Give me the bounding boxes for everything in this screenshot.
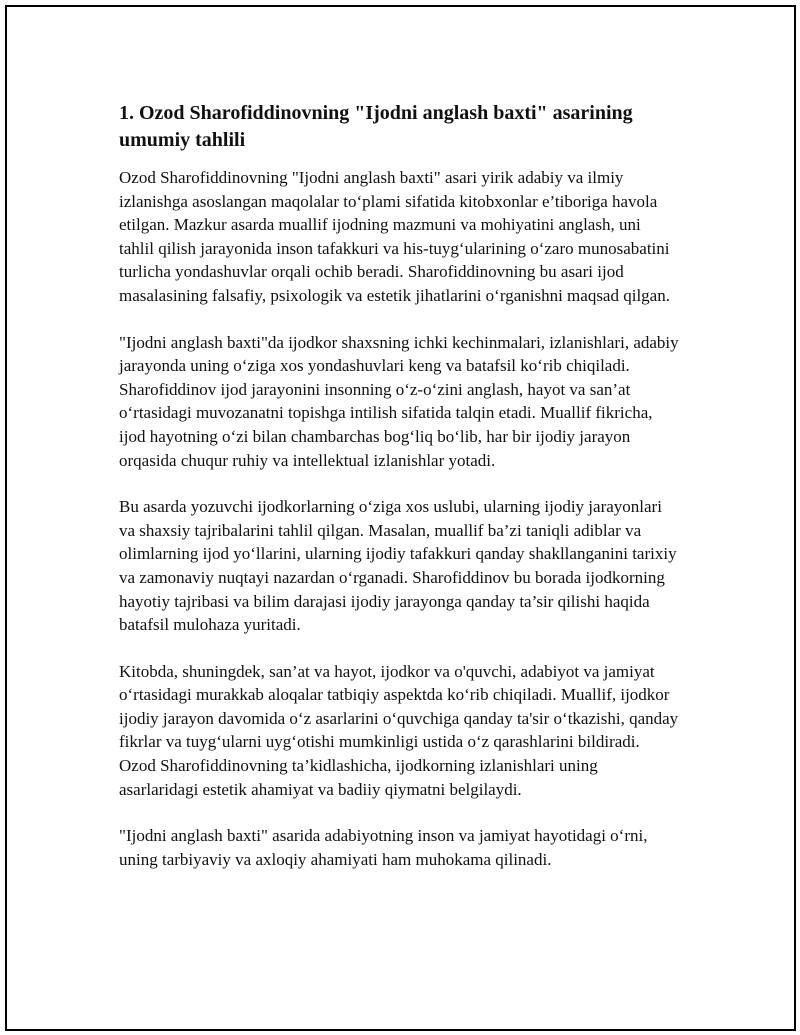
document-page [5, 5, 796, 1031]
section-heading: 1. Ozod Sharofiddinovning "Ijodni anglash baxti" asarining umumiy tahlili [119, 102, 633, 151]
paragraph-3: Bu asarda yozuvchi ijodkorlarning o‘ziga xos uslubi, ularning ijodiy jarayonlari va shaxsiy tajribalarini tahlil qilgan. Masalan, muallif ba’zi taniqli adiblar va olimlarning ijod yo‘llarini, ularning ijodiy tafakkuri qanday shakllanganini tarixiy va zamonaviy nuqtayi nazardan o‘rganadi. Sharofiddinov bu borada ijodkorning hayotiy tajribasi va bilim darajasi ijodiy jarayonga qanday ta’sir qilishi haqida batafsil mulohaza yuritadi. [119, 497, 677, 635]
paragraph-4: Kitobda, shuningdek, san’at va hayot, ijodkor va o'quvchi, adabiyot va jamiyat o‘rtasidagi murakkab aloqalar tatbiqiy aspektda ko‘rib chiqiladi. Muallif, ijodkor ijodiy jarayon davomida o‘z asarlarini o‘quvchiga qanday ta'sir o‘tkazishi, qanday fikrlar va tuyg‘ularni uyg‘otishi mumkinligi ustida o‘z qarashlarini bildiradi. Ozod Sharofiddinovning ta’kidlashicha, ijodkorning izlanishlari uning asarlaridagi estetik ahamiyat va badiiy qiymatni belgilaydi. [119, 661, 679, 799]
paragraph-1: Ozod Sharofiddinovning "Ijodni anglash baxti" asari yirik adabiy va ilmiy izlanishga asoslangan maqolalar to‘plami sifatida kitobxonlar e’tiboriga havola etilgan. Mazkur asarda muallif ijodning mazmuni va mohiyatini anglash, uni tahlil qilish jarayonida inson tafakkuri va his-tuyg‘ularining o‘zaro munosabatini turlicha yondashuvlar orqali ochib beradi. Sharofiddinovning bu asari ijod masalasining falsafiy, psixologik va estetik jihatlarini o‘rganishni maqsad qilgan. [119, 168, 670, 305]
paragraph-2: "Ijodni anglash baxti"da ijodkor shaxsning ichki kechinmalari, izlanishlari, adabiy jarayonda uning o‘ziga xos yondashuvlari keng va batafsil ko‘rib chiqiladi. Sharofiddinov ijod jarayonini insonning o‘z-o‘zini anglash, hayot va san’at o‘rtasidagi muvozanatni topishga intilish sifatida talqin etadi. Muallif fikricha, ijod hayotning o‘zi bilan chambarchas bog‘liq bo‘lib, har bir ijodiy jarayon orqasida chuqur ruhiy va intellektual izlanishlar yotadi. [119, 332, 679, 470]
paragraph-5: "Ijodni anglash baxti" asarida adabiyotning inson va jamiyat hayotidagi o‘rni, uning tarbiyaviy va axloqiy ahamiyati ham muhokama qilinadi. [119, 826, 648, 869]
document-body [119, 100, 679, 894]
